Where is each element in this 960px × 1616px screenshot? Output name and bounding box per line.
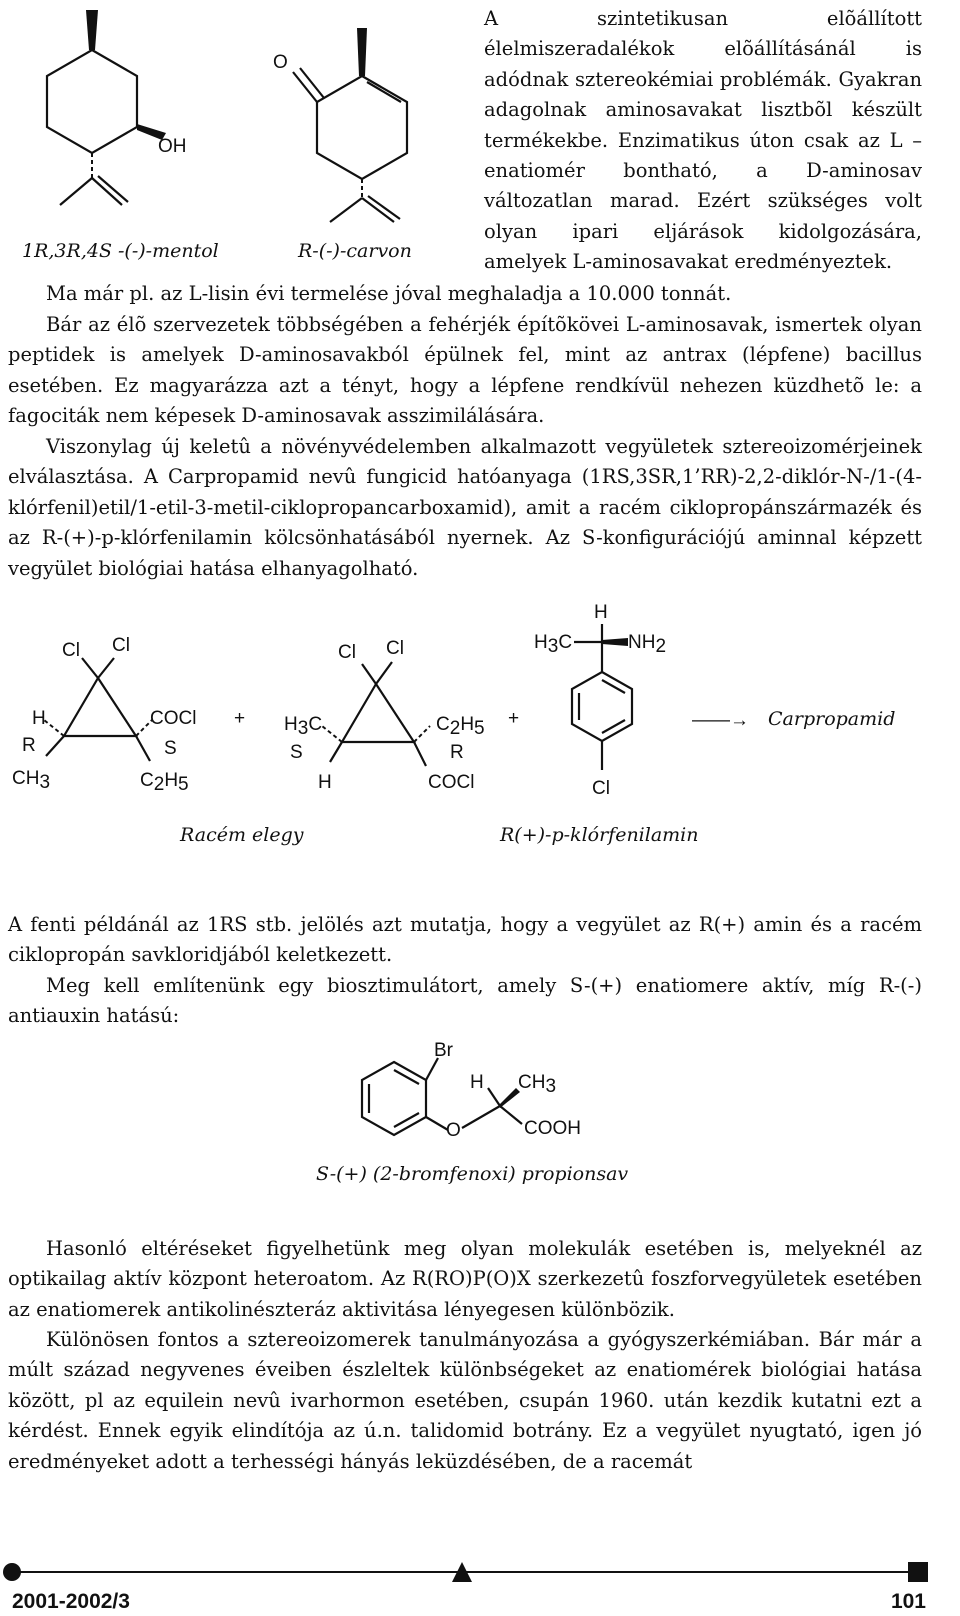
amine-h3c-label: H3C [534, 632, 573, 657]
footer-circle-marker [3, 1563, 21, 1581]
figure-carpropamid [0, 596, 960, 806]
cp1-h-label: H [32, 708, 46, 729]
carvon-co-bond-2 [300, 68, 324, 98]
reaction-arrow: ——→ [692, 710, 749, 731]
cp2-s-label: S [290, 742, 303, 763]
ch3-label: CH3 [518, 1072, 557, 1097]
cp2-cl-bond-1 [362, 664, 376, 684]
footer-rule [0, 1560, 960, 1584]
cp2-c2h5-hash [414, 726, 430, 742]
footer-square-marker [908, 1562, 928, 1582]
cp1-ch3-bond [46, 736, 64, 756]
plus-sign-2: + [508, 708, 520, 729]
bromfenoxi-benzene-ring [362, 1062, 426, 1135]
cyclopropane-1-ring [64, 678, 136, 736]
cp1-c2h5-label: C2H5 [140, 770, 189, 795]
paragraph-3: Viszonylag új keletû a növényvédelemben alkalmazott vegyületek sztereoizomérjeinek elválasztása. A Carpropamid nevû fungicid hatóanyaga (1RS,3SR,1’RR)-2,2-diklór-N-/1-(4-klórfenil)etil/1-etil-3-metil-ciklopropancarboxamid), amit a racém ciklopropánszármazék és az R-(+)-p-klórfenilamin kölcsönhatásából nyernek. Az S-konfigurációjú aminnal képzett vegyület biológiai hatása elhanyagolható. [8, 435, 922, 580]
mentol-caption: 1R,3R,4S -(-)-mentol [22, 240, 219, 262]
bromfenoxi-caption: S-(+) (2-bromfenoxi) propionsav [316, 1163, 629, 1185]
cp2-h3c-hash [322, 726, 342, 742]
carvon-ring-double-bond [367, 82, 401, 102]
paragraph-4: A fenti példánál az 1RS stb. jelölés azt mutatja, hogy a vegyület az R(+) amin és a racém ciklopropán savkloridjából keletkezett. [8, 913, 922, 967]
cooh-bond [500, 1106, 522, 1124]
cp1-c2h5-bond [136, 736, 150, 761]
cp2-cocl-label: COCl [428, 772, 475, 793]
h-label: H [470, 1072, 484, 1093]
o-bond-1 [426, 1117, 448, 1130]
br-label: Br [434, 1040, 453, 1061]
mentol-structure [47, 10, 187, 205]
cp2-cocl-bond [414, 742, 426, 766]
o-bond-2 [462, 1106, 500, 1128]
carvon-bond-a [330, 198, 362, 222]
cp2-c2h5-label: C2H5 [436, 714, 485, 739]
cp2-cl-label-1: Cl [338, 642, 356, 663]
paragraph-5: Meg kell említenünk egy biosztimulátort, amely S-(+) enatiomere aktív, míg R-(-) antiauxin hatású: [8, 974, 922, 1028]
br-bond [426, 1058, 438, 1080]
amine-cl-label: Cl [592, 778, 610, 799]
bromfenoxi-inner-2 [394, 1113, 419, 1127]
amine-caption: R(+)-p-klórfenilamin [500, 824, 699, 846]
cp1-cl-bond-1 [82, 658, 98, 678]
carvon-co-bond-1 [293, 72, 317, 102]
cp2-h-label: H [318, 772, 332, 793]
h-bond [488, 1088, 500, 1106]
cyclopropane-2-ring [342, 684, 414, 742]
cp2-h3c-label: H3C [284, 714, 323, 739]
paragraph-7: Különösen fontos a sztereoizomerek tanulmányozása a gyógyszerkémiában. Bár már a múlt század negyvenes éveiben észleltek különbségeket az enatiomérek biológiai hatása között, pl az equilein nevû ivarhormon esetében, csupán 1960. után kezdik kutatni ezt a kérdést. Ennek egyik elindítója az ú.n. talidomid botrány. Ez a vegyület nyugtató, igen jó eredményeket adott a terhességi hányás leküzdésében, de a racemát [8, 1328, 922, 1473]
carvon-o-label: O [273, 52, 288, 73]
figure-bromfenoxi [320, 1030, 640, 1180]
cyclopropane-1 [12, 635, 196, 795]
carvon-caption: R-(-)-carvon [298, 240, 412, 262]
cyclopropane-2 [284, 638, 485, 793]
side-paragraph: A szintetikusan elõállított élelmiszeradalékok elõállításánál is adódnak sztereokémiai problémák. Gyakran adagolnak aminosavakat lisztbõl készült termékekbe. Enzimatikus úton csak az L – enatiomér bontható, a D-aminosav változatlan marad. Ezért szükséges volt olyan ipari eljárások kidolgozására, amelyek L-aminosavakat eredményeztek. [484, 7, 922, 274]
cooh-label: COOH [524, 1118, 581, 1139]
amine-nh2-wedge [602, 638, 628, 646]
amine-h-label: H [594, 602, 608, 623]
paragraph-1: Ma már pl. az L-lisin évi termelése jóval meghaladja a 10.000 tonnát. [46, 282, 732, 305]
cp2-r-label: R [450, 742, 464, 763]
mentol-methyl-wedge [86, 10, 98, 50]
mentol-oh-label: OH [158, 136, 187, 157]
figure-mentol-carvon [0, 0, 480, 270]
cp1-cl-label-2: Cl [112, 635, 130, 656]
footer-page-number: 101 [890, 1590, 926, 1613]
cp1-ch3-label: CH3 [12, 768, 51, 793]
o-label: O [446, 1120, 461, 1141]
cp1-r-label: R [22, 735, 36, 756]
bromfenoxi-inner-1 [394, 1070, 419, 1084]
cp1-h-hash [44, 720, 64, 736]
cp1-s-label: S [164, 738, 177, 759]
cp2-h-bond [330, 742, 342, 762]
racem-caption: Racém elegy [180, 824, 304, 846]
benzene-ring [572, 672, 632, 741]
cp1-cl-label-1: Cl [62, 640, 80, 661]
paragraph-2: Bár az élõ szervezetek többségében a fehérjék építõkövei L-aminosavak, ismertek olyan peptidek is amelyek D-aminosavakból épülnek fel, mint az antrax (lépfene) bacillus esetében. Ez magyarázza azt a tényt, hogy a lépfene rendkívül nehezen küzdhetõ le: a fagociták nem képesek D-aminosavak asszimilálására. [8, 313, 922, 428]
amine-nh2-label: NH2 [628, 632, 667, 657]
ch3-wedge [500, 1088, 520, 1108]
cp1-cocl-label: COCl [150, 708, 197, 729]
carpropamid-label: Carpropamid [768, 708, 896, 730]
cp1-cl-bond-2 [98, 658, 114, 678]
plus-sign-1: + [234, 708, 246, 729]
carvon-ring [317, 76, 407, 179]
amine-structure [534, 602, 666, 799]
paragraph-6: Hasonló eltéréseket figyelhetünk meg olyan molekulák esetében is, melyeknél az optikailag aktív központ heteroatom. Az R(RO)P(O)X szerkezetû foszforvegyületek esetében az enatiomerek antikolinészteráz aktivitása lényegesen különbözik. [8, 1237, 922, 1321]
cp2-cl-label-2: Cl [386, 638, 404, 659]
cp2-cl-bond-2 [376, 662, 392, 684]
footer-issue: 2001-2002/3 [12, 1590, 130, 1613]
mentol-bond-a [60, 178, 92, 205]
mentol-ring [47, 50, 137, 153]
carvon-methyl-wedge [357, 28, 367, 76]
carvon-structure [273, 28, 407, 222]
